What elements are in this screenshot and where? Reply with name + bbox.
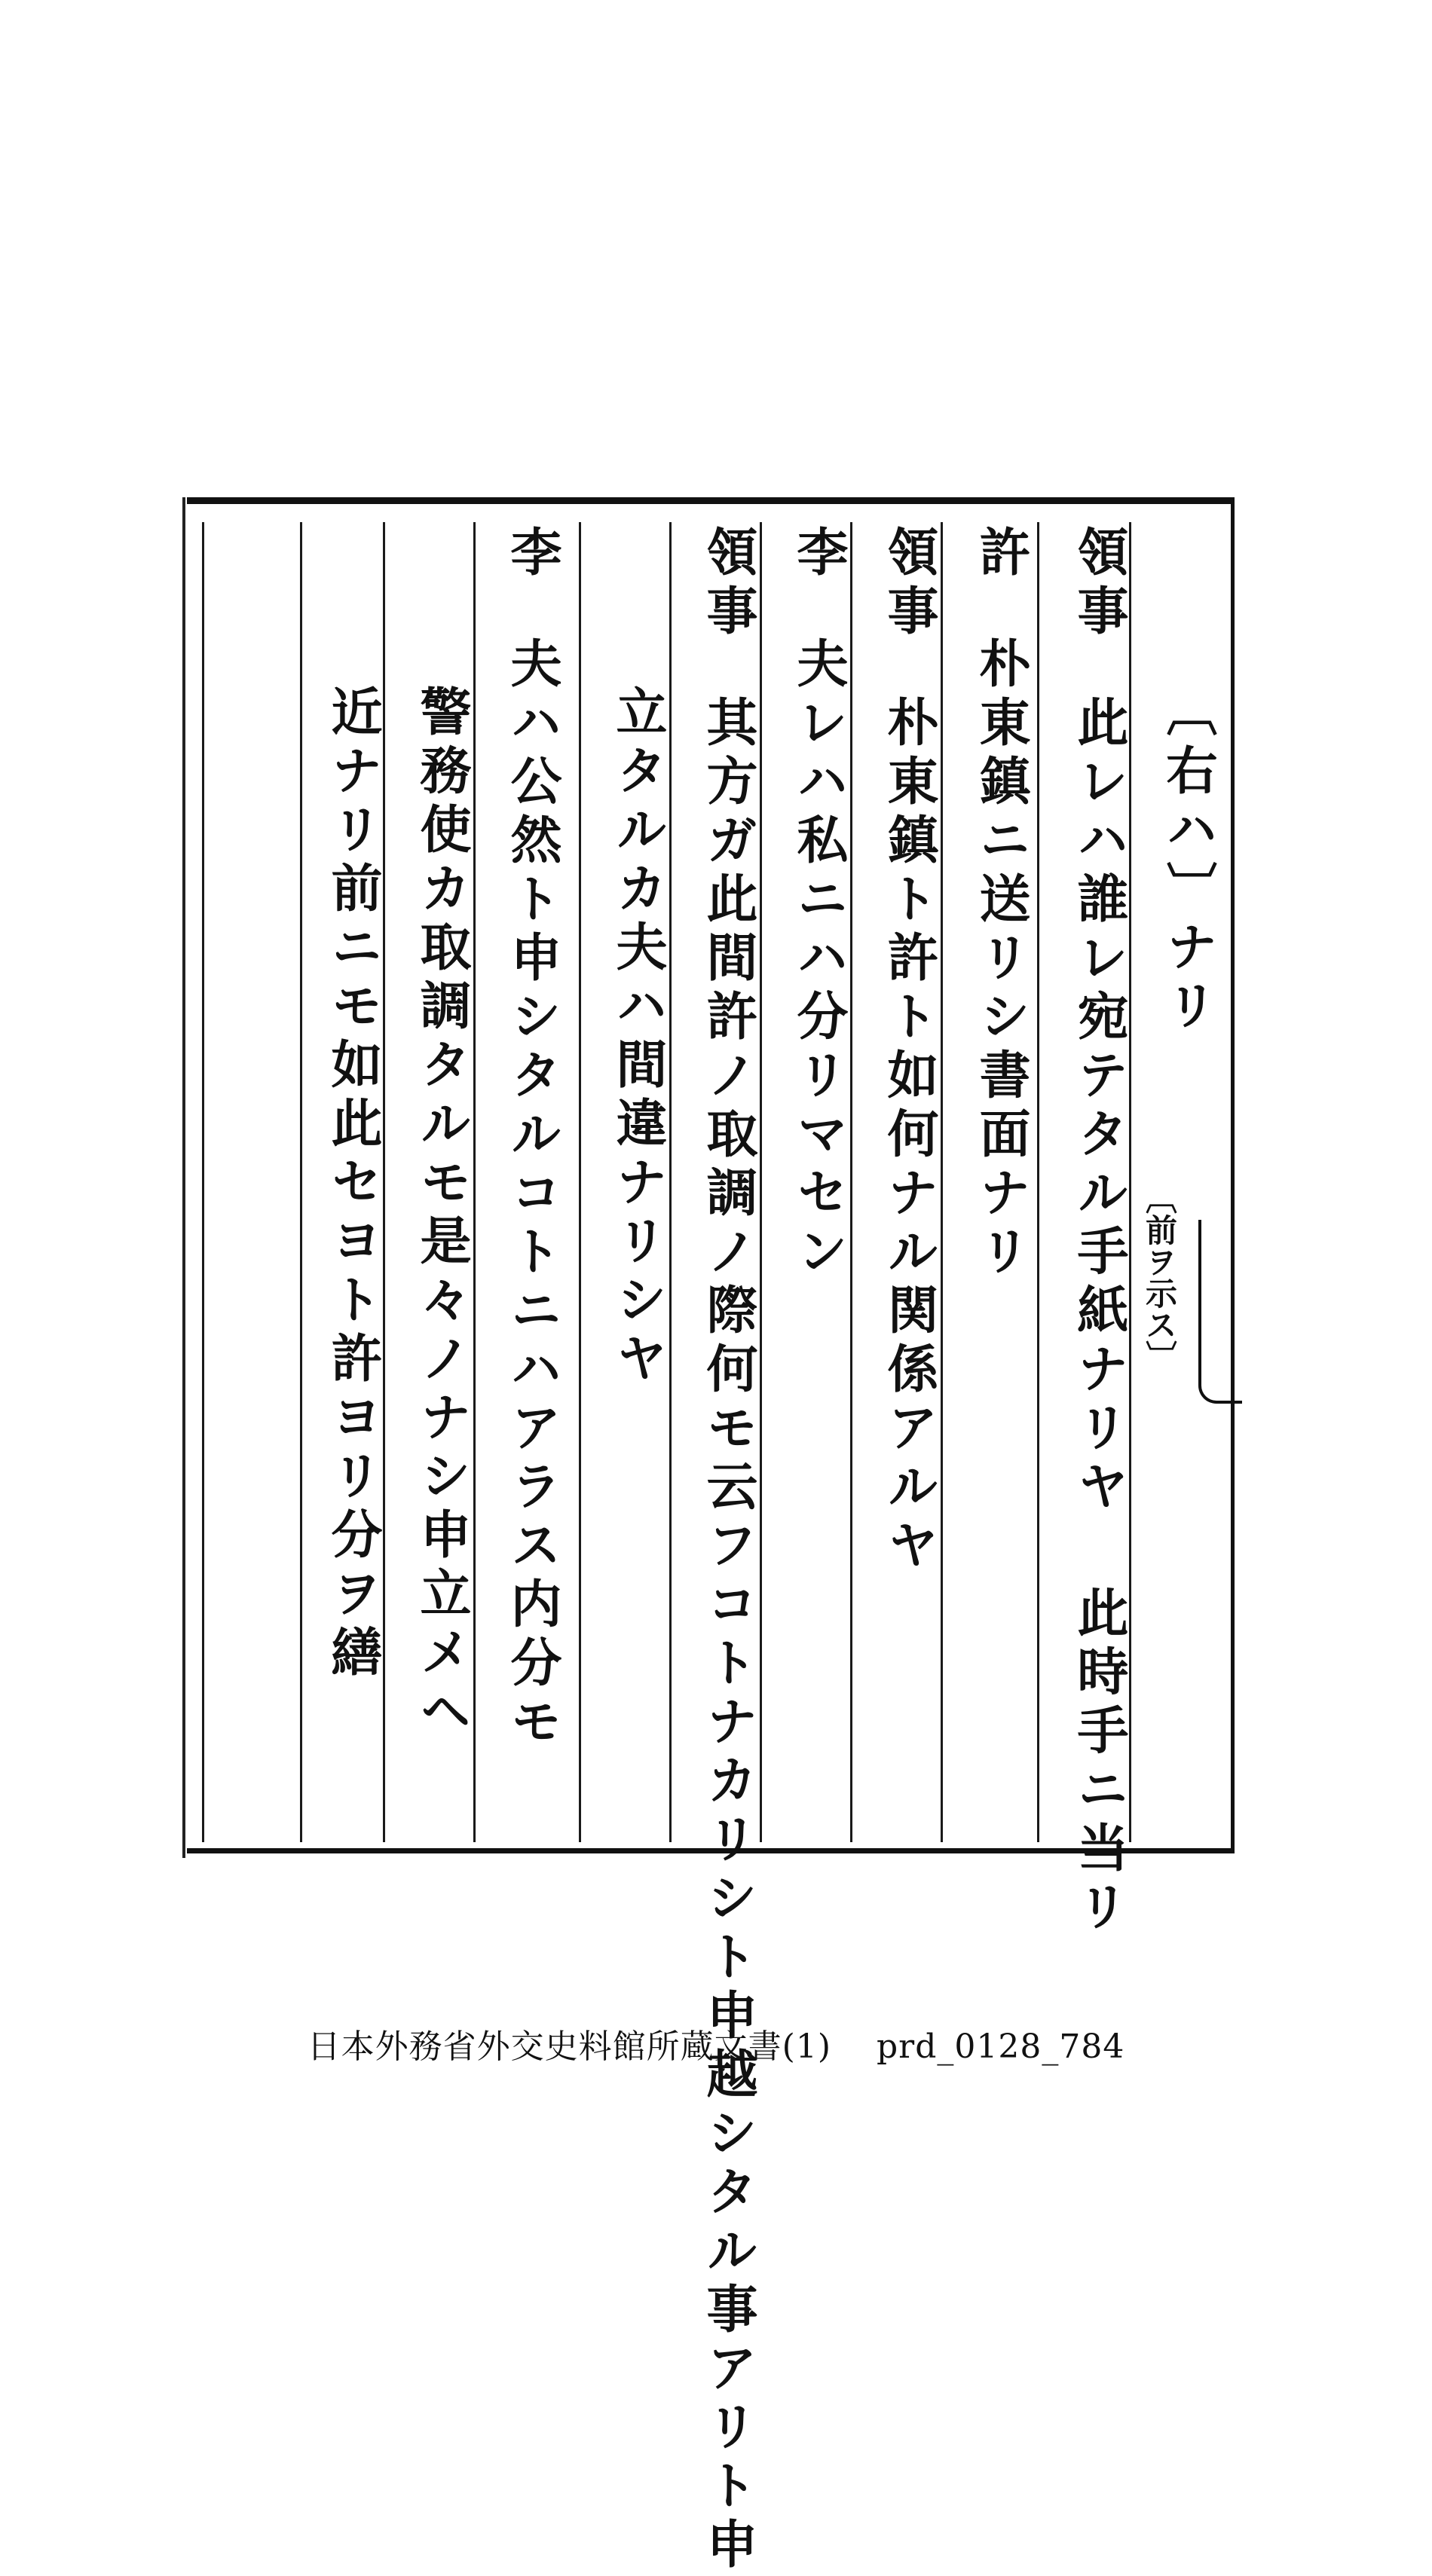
column-rule [579,522,581,1842]
column-text: 朴東鎮ニ送リシ書面ナリ [971,637,1031,1283]
archive-name: 日本外務省外交史料館所蔵文書(1) [307,2027,831,2066]
text-column [1054,525,1144,1939]
text-column [396,685,487,1841]
column-text: 夫ハ公然ト申シタルコトニハアラス内分モ [502,637,562,1753]
speaker-label: 李 [788,525,849,584]
text-column [956,525,1046,1841]
speaker-label: 領事 [1069,525,1129,643]
column-text: 此レハ誰レ宛テタル手紙ナリヤ 此時手ニ当リ [1069,695,1129,1939]
speaker-label: 領事 [698,525,758,643]
speaker-label: 領事 [879,525,939,643]
text-column [683,525,773,2576]
column-text: 朴東鎮ト許ト如何ナル関係アルヤ [879,695,939,1577]
document-id: prd_0128_784 [877,2027,1125,2066]
column-text: 其方ガ此間許ノ取調ノ際何モ云フコトナカリシト申越シタル事アリト申 [698,695,758,2576]
text-column [864,525,954,1841]
text-column [308,685,398,1841]
note-text: 〔前ヲ示ス〕 [1141,1182,1178,1372]
text-column [773,525,864,1841]
margin-note [1137,1182,1182,1372]
note-bracket [1198,1220,1242,1404]
column-text: 近ナリ前ニモ如此セヨト許ヨリ分ヲ繕 [323,685,383,1684]
column-text: 〔右ハ〕ナリ [1158,685,1218,1037]
column-rule [300,522,302,1842]
column-rule [202,522,204,1842]
speaker-label: 李 [502,525,562,584]
column-text: 警務使カ取調タルモ是々ノナシ申立メヘ [412,685,472,1743]
page-footer [0,2019,1432,2067]
column-text: 立タルカ夫ハ間違ナリシヤ [607,685,668,1390]
text-column [487,525,577,1841]
column-text: 夫レハ私ニハ分リマセン [788,637,849,1283]
text-column [592,685,683,1841]
speaker-label: 許 [971,525,1031,584]
